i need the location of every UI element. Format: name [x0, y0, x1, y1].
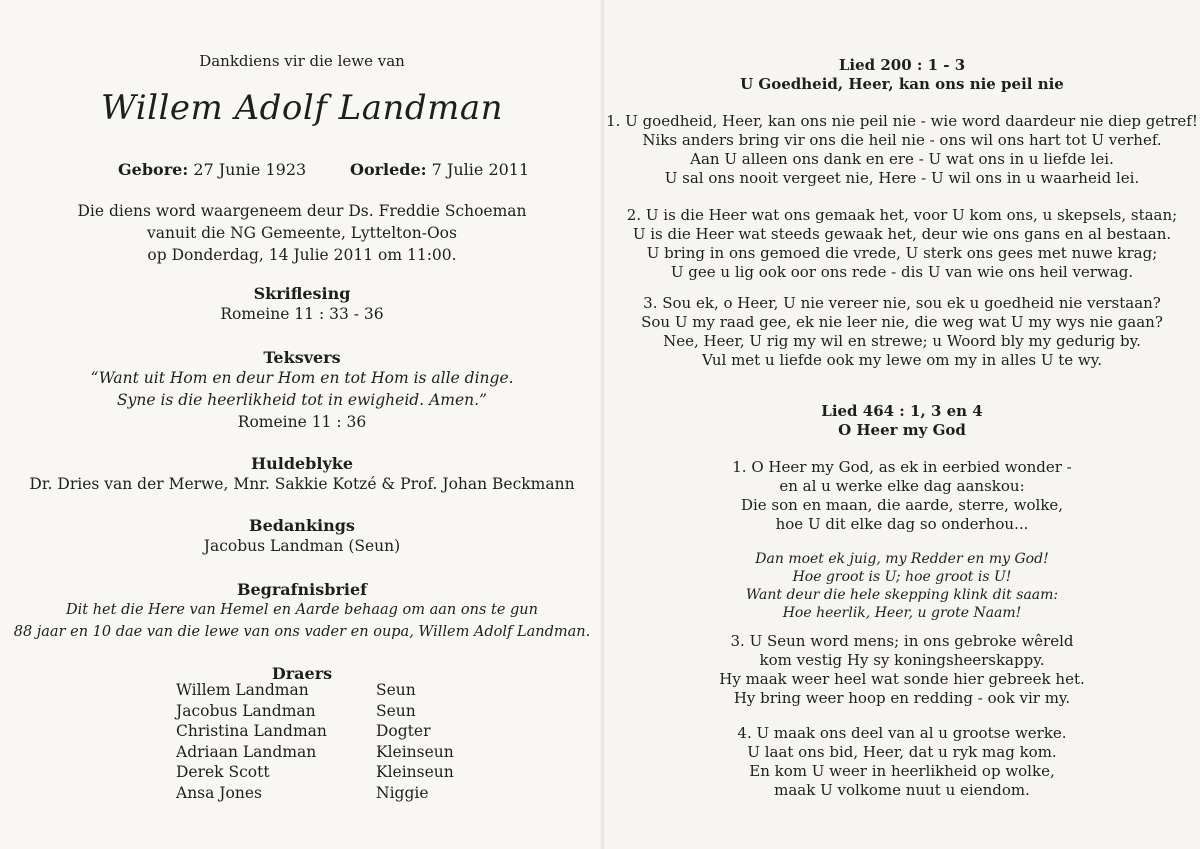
born-date — [118, 160, 306, 179]
verse-reference: Romeine 11 : 36 — [237, 413, 367, 431]
verse-line: 4. U maak ons deel van al u grootse werke. — [737, 724, 1067, 742]
verse-line: En kom U weer in heerlikheid op wolke, — [749, 762, 1055, 780]
verse-line: kom vestig Hy sy koningsheerskappy. — [759, 651, 1045, 669]
bearer-relation: Dogter — [376, 722, 431, 740]
section-title-draers: Draers — [271, 664, 333, 683]
hymn2-verse-3 — [604, 632, 1200, 708]
verse-line: en al u werke elke dag aanskou: — [779, 477, 1025, 495]
bearer-relation: Niggie — [376, 783, 429, 802]
born-label: Gebore: — [118, 160, 189, 179]
bearer-name: Adriaan Landman — [176, 742, 317, 761]
section-title: Begrafnisbrief — [236, 580, 368, 599]
section-huldeblyke — [0, 454, 604, 495]
bearer-name: Derek Scott — [176, 763, 270, 781]
died-date — [350, 160, 529, 179]
service-line: Die diens word waargeneem deur Ds. Freddie Schoeman — [77, 202, 527, 220]
bearer-name: Jacobus Landman — [176, 701, 316, 720]
hymn1-verse-2 — [604, 206, 1200, 282]
deceased-name: Willem Adolf Landman — [100, 88, 504, 128]
hymn-title: O Heer my God — [838, 421, 966, 439]
died-value: 7 Julie 2011 — [431, 160, 530, 179]
verse-line: 3. Sou ek, o Heer, U nie vereer nie, sou ek u goedheid nie verstaan? — [643, 294, 1161, 312]
hymn2-verse-1 — [604, 458, 1200, 534]
section-bedankings — [0, 516, 604, 557]
verse-line: maak U volkome nuut u eiendom. — [774, 781, 1030, 799]
hymn1-heading — [604, 56, 1200, 94]
died-label: Oorlede: — [350, 160, 427, 179]
verse-line: Aan U alleen ons dank en ere - U wat ons in u liefde lei. — [690, 150, 1114, 168]
verse-line: hoe U dit elke dag so onderhou... — [775, 515, 1029, 533]
verse-line: Niks anders bring vir ons die heil nie - ons wil ons hart tot U verhef. — [642, 131, 1162, 149]
section-title: Skriflesing — [253, 284, 351, 303]
hymn2-verse-4 — [604, 724, 1200, 800]
hymn2-refrain — [604, 550, 1200, 622]
hymn-title: U Goedheid, Heer, kan ons nie peil nie — [740, 75, 1064, 93]
verse-line: “Want uit Hom en deur Hom en tot Hom is alle dinge. — [90, 369, 514, 387]
hymn-number: Lied 200 : 1 - 3 — [838, 56, 966, 74]
bearer-relation: Seun — [376, 701, 416, 720]
section-body: Romeine 11 : 33 - 36 — [220, 305, 384, 323]
bearer-name: Ansa Jones — [176, 783, 262, 802]
verse-line: U bring in ons gemoed die vrede, U sterk ons gees met nuwe krag; — [646, 244, 1158, 262]
letter-line: 88 jaar en 10 dae van die lewe van ons vader en oupa, Willem Adolf Landman. — [13, 624, 591, 640]
verse-line: Vul met u liefde ook my lewe om my in alles U te wy. — [701, 351, 1102, 369]
verse-line: 2. U is die Heer wat ons gemaak het, voor U kom ons, u skepsels, staan; — [626, 206, 1178, 224]
hymn-number: Lied 464 : 1, 3 en 4 — [821, 402, 983, 420]
refrain-line: Dan moet ek juig, my Redder en my God! — [755, 551, 1049, 567]
right-page — [604, 0, 1200, 849]
bearer-name: Christina Landman — [176, 722, 327, 740]
verse-line: U gee u lig ook oor ons rede - dis U van wie ons heil verwag. — [670, 263, 1134, 281]
bearer-relation: Kleinseun — [376, 763, 454, 781]
bearer-relations — [376, 680, 454, 803]
service-line: op Donderdag, 14 Julie 2011 om 11:00. — [147, 246, 457, 264]
verse-line: Syne is die heerlikheid tot in ewigheid. Amen.” — [117, 391, 487, 409]
section-begrafnisbrief — [0, 580, 604, 643]
bearer-relation: Seun — [376, 681, 416, 699]
verse-line: 1. O Heer my God, as ek in eerbied wonder - — [732, 458, 1072, 476]
section-title: Bedankings — [249, 516, 355, 535]
section-teksvers — [0, 348, 604, 433]
hymn1-verse-3 — [604, 294, 1200, 370]
bearer-name: Willem Landman — [176, 681, 309, 699]
section-title: Teksvers — [263, 348, 341, 367]
section-skriflesing — [0, 284, 604, 325]
born-value: 27 Junie 1923 — [193, 160, 307, 179]
section-body: Jacobus Landman (Seun) — [203, 537, 401, 555]
bearer-relation: Kleinseun — [376, 742, 454, 761]
verse-line: Die son en maan, die aarde, sterre, wolke, — [740, 496, 1064, 514]
verse-line: Nee, Heer, U rig my wil en strewe; u Woord bly my gedurig by. — [663, 332, 1141, 350]
verse-line: Sou U my raad gee, ek nie leer nie, die weg wat U my wys nie gaan? — [641, 313, 1163, 331]
letter-line: Dit het die Here van Hemel en Aarde behaag om aan ons te gun — [66, 602, 538, 618]
section-body: Dr. Dries van der Merwe, Mnr. Sakkie Kotzé & Prof. Johan Beckmann — [29, 475, 575, 493]
refrain-line: Want deur die hele skepping klink dit saam: — [745, 587, 1059, 603]
service-details — [0, 200, 604, 266]
verse-line: Hy maak weer heel wat sonde hier gebreek het. — [719, 670, 1085, 688]
hymn1-verse-1 — [604, 112, 1200, 188]
verse-line: U laat ons bid, Heer, dat u ryk mag kom. — [747, 743, 1057, 761]
verse-line: 3. U Seun word mens; in ons gebroke wêreld — [730, 632, 1074, 650]
refrain-line: Hoe groot is U; hoe groot is U! — [792, 569, 1012, 585]
intro-line: Dankdiens vir die lewe van — [199, 52, 405, 70]
service-line: vanuit die NG Gemeente, Lyttelton-Oos — [147, 224, 457, 242]
verse-line: 1. U goedheid, Heer, kan ons nie peil nie - wie word daardeur nie diep getref! — [606, 112, 1198, 130]
refrain-line: Hoe heerlik, Heer, u grote Naam! — [782, 605, 1022, 621]
verse-line: U sal ons nooit vergeet nie, Here - U wil ons in u waarheid lei. — [664, 169, 1140, 187]
hymn2-heading — [604, 402, 1200, 440]
verse-line: U is die Heer wat steeds gewaak het, deur wie ons gans en al bestaan. — [632, 225, 1172, 243]
verse-line: Hy bring weer hoop en redding - ook vir my. — [733, 689, 1071, 707]
section-title: Huldeblyke — [250, 454, 354, 473]
bearer-names — [176, 680, 327, 803]
